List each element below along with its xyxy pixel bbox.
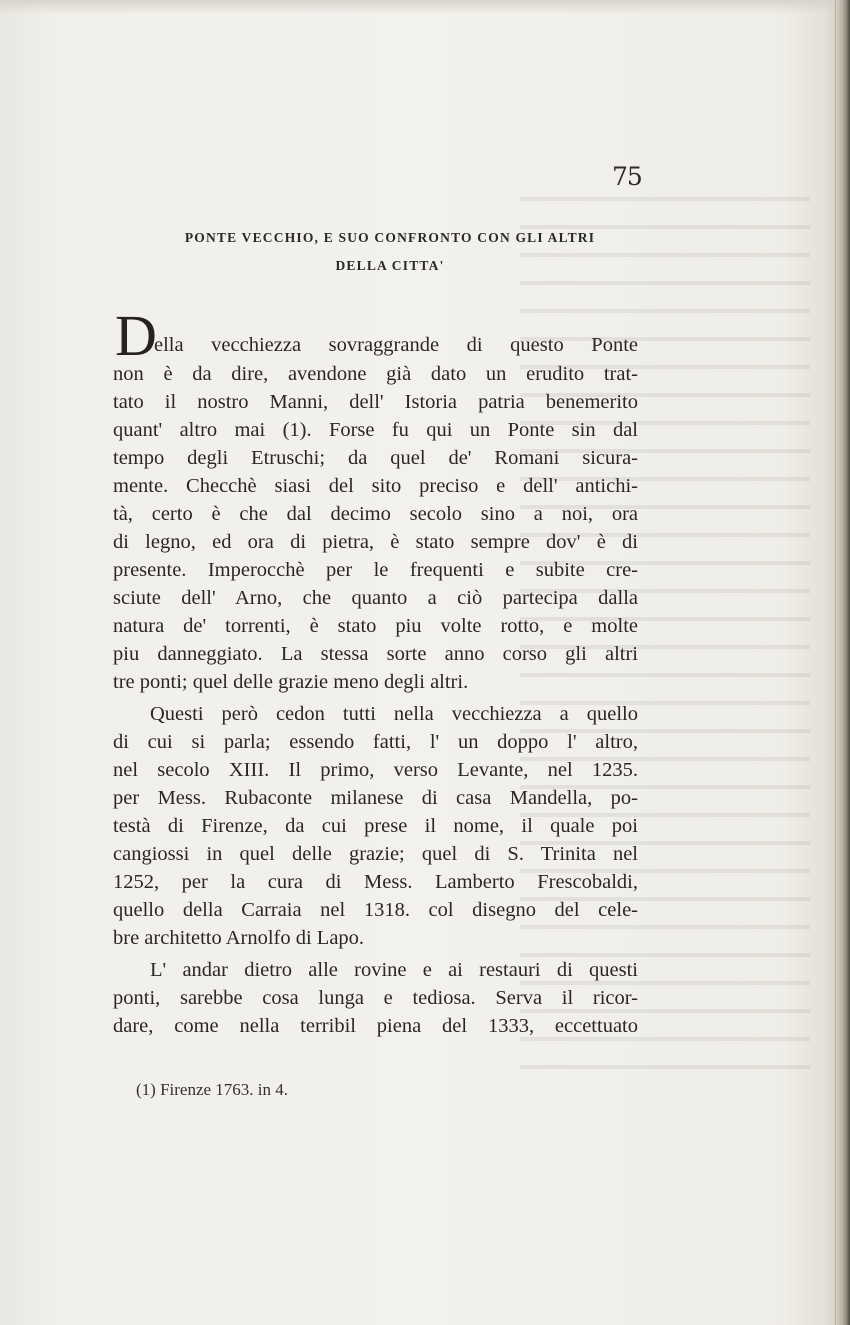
text-line: per Mess. Rubaconte milanese di casa Mandella, po- (113, 787, 638, 809)
text-line: mente. Checchè siasi del sito preciso e dell' antichi- (113, 475, 638, 497)
text-line: dare, come nella terribil piena del 1333, eccettuato (113, 1015, 638, 1037)
chapter-heading-line-1: PONTE VECCHIO, E SUO CONFRONTO CON GLI ALTRI (184, 230, 596, 245)
text-line: 1252, per la cura di Mess. Lamberto Frescobaldi, (113, 871, 638, 893)
text-line: tempo degli Etruschi; da quel de' Romani sicura- (113, 447, 638, 469)
text-line: natura de' torrenti, è stato piu volte rotto, e molte (113, 615, 638, 637)
text-line: tà, certo è che dal decimo secolo sino a noi, ora (113, 503, 638, 525)
text-line: ponti, sarebbe cosa lunga e tediosa. Serva il ricor- (113, 987, 638, 1009)
text-line: ella vecchiezza sovraggrande di questo Ponte (154, 334, 638, 356)
footnote: (1) Firenze 1763. in 4. (136, 1080, 289, 1099)
text-line: di legno, ed ora di pietra, è stato sempre dov' è di (113, 531, 638, 553)
text-line: quant' altro mai (1). Forse fu qui un Ponte sin dal (113, 419, 638, 441)
drop-cap: D (115, 303, 157, 368)
chapter-heading-line-2: DELLA CITTA' (335, 258, 445, 273)
text-line: tato il nostro Manni, dell' Istoria patria benemerito (113, 391, 638, 413)
text-line: L' andar dietro alle rovine e ai restauri di questi (150, 959, 638, 981)
text-line: presente. Imperocchè per le frequenti e subite cre- (113, 559, 638, 581)
text-line: nel secolo XIII. Il primo, verso Levante, nel 1235. (113, 759, 638, 781)
text-line: cangiossi in quel delle grazie; quel di S. Trinita nel (113, 843, 638, 865)
text-line: quello della Carraia nel 1318. col disegno del cele- (113, 899, 638, 921)
text-line: di cui si parla; essendo fatti, l' un doppo l' altro, (113, 731, 638, 753)
text-line: piu danneggiato. La stessa sorte anno corso gli altri (113, 643, 638, 665)
page-edge (836, 0, 850, 1325)
text-line: Questi però cedon tutti nella vecchiezza a quello (150, 703, 638, 725)
text-line: non è da dire, avendone già dato un erudito trat- (113, 363, 638, 385)
text-line: bre architetto Arnolfo di Lapo. (113, 927, 365, 949)
text-line: sciute dell' Arno, che quanto a ciò partecipa dalla (113, 587, 638, 609)
text-line: testà di Firenze, da cui prese il nome, il quale poi (113, 815, 638, 837)
page-number: 75 (612, 162, 642, 191)
text-line: tre ponti; quel delle grazie meno degli altri. (113, 671, 469, 693)
